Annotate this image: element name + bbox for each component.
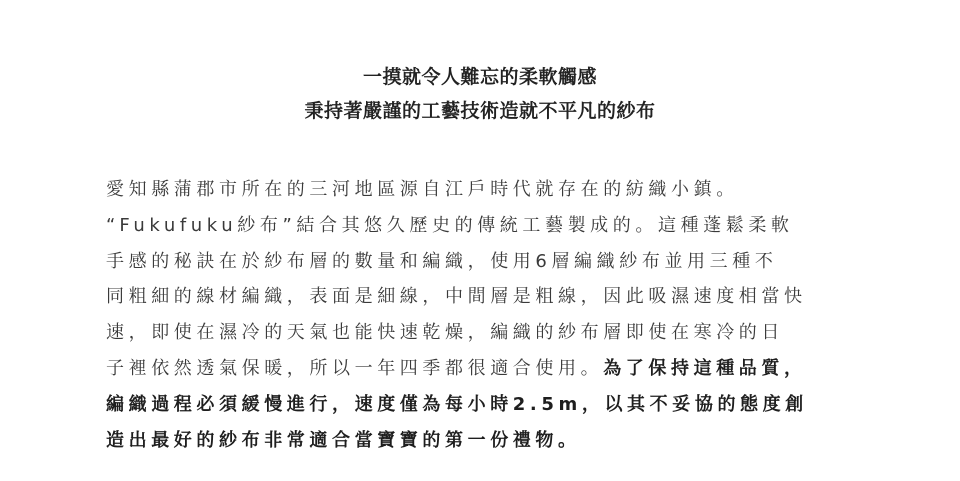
heading-line-1: 一摸就令人難忘的柔軟觸感	[362, 66, 597, 88]
body-paragraph	[106, 172, 856, 458]
body-line-7	[106, 387, 856, 423]
body-line-6-text: 子裡依然透氣保暖，所以一年四季都很適合使用。	[106, 357, 604, 379]
body-line-1	[106, 172, 856, 208]
body-line-6	[106, 351, 856, 387]
heading-line-2: 秉持著嚴謹的工藝技術造就不平凡的紗布	[304, 100, 656, 122]
body-line-8-emphasis: 造出最好的紗布非常適合當寶寶的第一份禮物。	[106, 429, 581, 451]
body-line-3	[106, 244, 856, 280]
body-line-6-emphasis: 為了保持這種品質，	[603, 357, 807, 379]
body-line-7-emphasis: 編織過程必須緩慢進行，速度僅為每小時2.5m，以其不妥協的態度創	[106, 393, 808, 415]
body-line-1-text: 愛知縣蒲郡市所在的三河地區源自江戶時代就存在的紡織小鎮。	[106, 179, 739, 200]
body-line-4-text: 同粗細的線材編織，表面是細線，中間層是粗線，因此吸濕速度相當快	[106, 286, 807, 308]
body-line-8	[106, 423, 856, 459]
body-line-5	[106, 315, 856, 351]
heading	[0, 60, 960, 128]
body-line-2	[106, 208, 856, 244]
body-line-3-text: 手感的秘訣在於紗布層的數量和編織，使用6層編織紗布並用三種不	[106, 250, 778, 272]
body-line-5-text: 速，即使在濕冷的天氣也能快速乾燥，編織的紗布層即使在寒冷的日	[106, 322, 784, 344]
body-line-2-text: “Fukufuku紗布”結合其悠久歷史的傳統工藝製成的。這種蓬鬆柔軟	[106, 214, 794, 236]
body-line-4	[106, 279, 856, 315]
